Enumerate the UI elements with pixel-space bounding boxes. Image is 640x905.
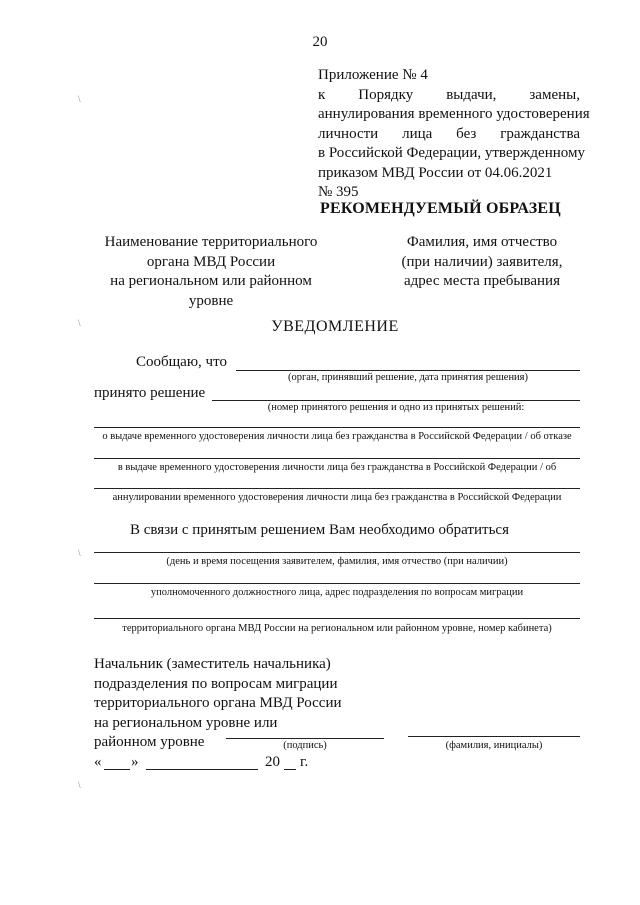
contact-hint-2: уполномоченного должностного лица, адрес подразделения по вопросам миграции (150, 587, 524, 598)
appendix-word: Порядку (358, 86, 414, 103)
scan-mark: \ (78, 318, 81, 328)
signatory-line: Начальник (заместитель начальника) (94, 656, 331, 672)
scan-mark: \ (78, 780, 81, 790)
appendix-line-6: приказом МВД России от 04.06.2021 (318, 164, 553, 181)
full-name-hint: (фамилия, инициалы) (445, 740, 543, 751)
contact-text: В связи с принятым решением Вам необходимо обратиться (130, 522, 509, 538)
decision-line-3[interactable] (94, 458, 580, 459)
notify-line[interactable] (236, 370, 580, 371)
decision-line[interactable] (212, 400, 580, 401)
signature-line[interactable] (226, 738, 384, 739)
signatory-line: территориального органа МВД России (94, 695, 342, 711)
appendix-line-1: Приложение № 4 (318, 67, 428, 83)
decision-option-1: о выдаче временного удостоверения личности лица без гражданства в Российской Федерации / об отказе (102, 431, 572, 442)
contact-hint-1: (день и время посещения заявителем, фамилия, имя отчество (при наличии) (166, 556, 508, 567)
date-month-line[interactable] (146, 769, 258, 770)
notify-hint: (орган, принявший решение, дата принятия решения) (287, 372, 529, 383)
decision-label: принято решение (94, 385, 206, 401)
signatory-line: подразделения по вопросам миграции (94, 675, 338, 692)
authority-name-line: на региональном или районном (110, 273, 312, 289)
page-number: 20 (312, 34, 328, 50)
scan-mark: \ (78, 94, 81, 104)
authority-name-line: Наименование территориального (104, 234, 318, 250)
appendix-line-7: № 395 (318, 184, 359, 200)
appendix-line-5: в Российской Федерации, утвержденному (318, 145, 585, 161)
signatory-line: на региональном уровне или (94, 714, 278, 731)
appendix-word: без (456, 125, 477, 142)
decision-hint: (номер принятого решения и одно из принятых решений: (267, 402, 525, 413)
full-name-line[interactable] (408, 736, 580, 737)
contact-line-1[interactable] (94, 552, 580, 553)
appendix-line-2 (318, 86, 580, 106)
decision-line-2[interactable] (94, 427, 580, 428)
appendix-line-4 (318, 125, 580, 145)
signatory-line: районном уровне (94, 734, 205, 750)
document-title: УВЕДОМЛЕНИЕ (271, 318, 399, 335)
authority-name-block (80, 233, 342, 311)
appendix-word: гражданства (500, 125, 580, 142)
applicant-block (372, 233, 592, 292)
sample-label: РЕКОМЕНДУЕМЫЙ ОБРАЗЕЦ (320, 200, 561, 217)
appendix-line-3: аннулирования временного удостоверения (318, 106, 590, 122)
decision-line-4[interactable] (94, 488, 580, 489)
appendix-block (318, 66, 590, 203)
appendix-word: лица (402, 125, 433, 142)
decision-option-3: аннулировании временного удостоверения личности лица без гражданства в Российской Федерации (112, 492, 562, 503)
date-year-suffix: г. (300, 754, 309, 770)
decision-option-2: в выдаче временного удостоверения личности лица без гражданства в Российской Федерации / об (117, 462, 557, 473)
contact-line-2[interactable] (94, 583, 580, 584)
appendix-word: замены, (529, 86, 580, 103)
date-quote-open: « (94, 754, 102, 770)
appendix-word: выдачи, (446, 86, 497, 103)
date-year-line[interactable] (284, 769, 296, 770)
applicant-line: адрес места пребывания (404, 273, 560, 289)
signature-hint: (подпись) (283, 740, 327, 751)
date-year: 20 (265, 754, 280, 770)
appendix-word: к (318, 86, 326, 103)
date-day-line[interactable] (104, 769, 130, 770)
date-quote-close: » (131, 754, 139, 770)
applicant-line: Фамилия, имя отчество (406, 234, 558, 250)
appendix-word: личности (318, 125, 379, 142)
authority-name-line: органа МВД России (146, 253, 276, 270)
contact-line-3[interactable] (94, 618, 580, 619)
authority-name-line: уровне (188, 292, 234, 309)
contact-hint-3: территориального органа МВД России на региональном или районном уровне, номер кабинета) (122, 623, 552, 634)
notify-label: Сообщаю, что (136, 354, 227, 370)
applicant-line: (при наличии) заявителя, (401, 253, 563, 270)
scan-mark: \ (78, 548, 81, 558)
